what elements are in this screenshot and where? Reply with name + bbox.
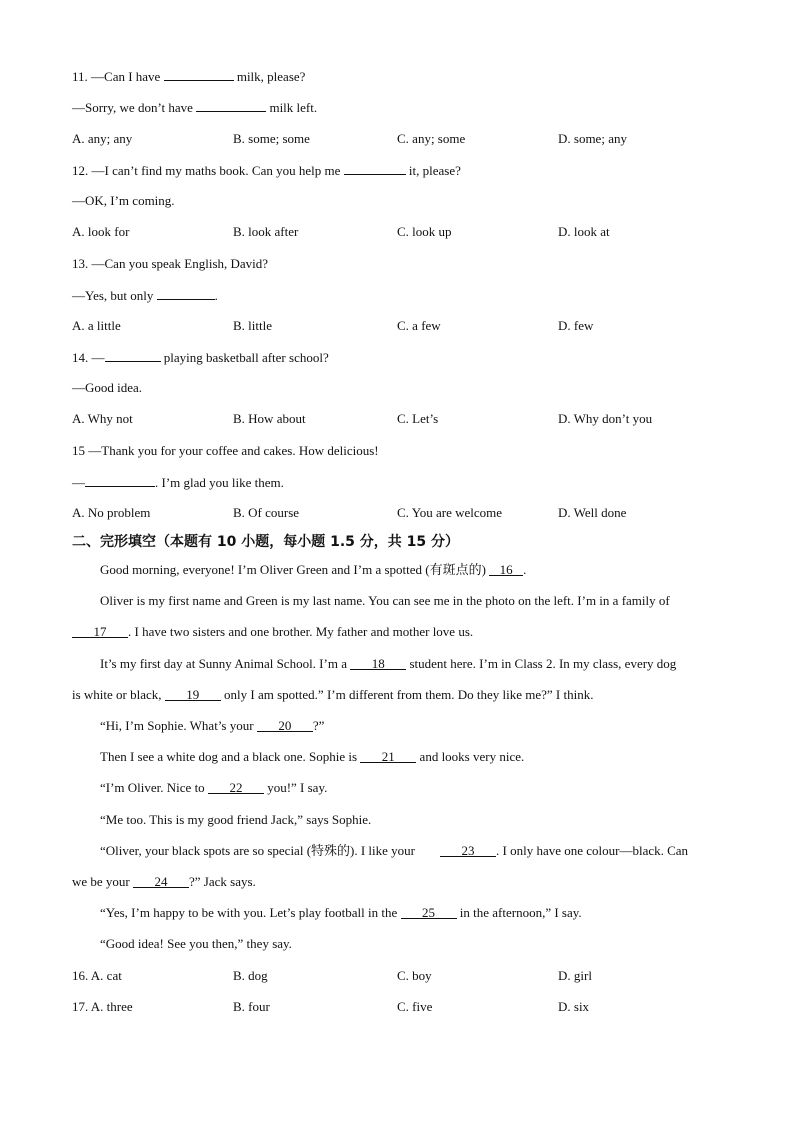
option-b[interactable]: B. dog bbox=[233, 968, 268, 983]
blank bbox=[105, 349, 161, 362]
q14-line2: —Good idea. bbox=[72, 380, 143, 395]
passage-text: “Oliver, your black spots are so special (特殊的). I like your bbox=[100, 843, 416, 858]
option-a[interactable]: A. any; any bbox=[72, 131, 133, 146]
passage-text: only I am spotted.” I’m different from them. Do they like me?” I think. bbox=[220, 687, 594, 702]
q13-line2 bbox=[72, 287, 722, 304]
option-c[interactable]: C. a few bbox=[397, 318, 441, 333]
passage-text: Good morning, everyone! I’m Oliver Green and I’m a spotted (有斑点的) bbox=[100, 562, 490, 577]
passage-text: “Hi, I’m Sophie. What’s your bbox=[100, 718, 257, 733]
q11-line2 bbox=[72, 99, 722, 116]
q12-text: 12. —I can’t find my maths book. Can you help me bbox=[72, 163, 344, 178]
blank-21[interactable]: 21 bbox=[360, 750, 416, 763]
q11-text: milk, please? bbox=[233, 69, 306, 84]
option-b[interactable]: B. four bbox=[233, 999, 270, 1014]
blank bbox=[196, 99, 266, 112]
option-d[interactable]: D. few bbox=[558, 318, 594, 333]
q15-line2 bbox=[72, 474, 722, 491]
passage-text: Then I see a white dog and a black one. Sophie is bbox=[100, 749, 361, 764]
passage-text: . bbox=[523, 562, 527, 577]
option-c[interactable]: C. You are welcome bbox=[397, 505, 503, 520]
section-heading: 二、完形填空（本题有 10 小题，每小题 1.5 分，共 15 分） bbox=[72, 534, 460, 550]
passage-line-blank23 bbox=[440, 843, 722, 859]
passage-text: . I have two sisters and one brother. My father and mother love us. bbox=[128, 624, 474, 639]
q11-line1 bbox=[72, 68, 722, 85]
q15-line1: 15 —Thank you for your coffee and cakes. How delicious! bbox=[72, 443, 379, 458]
option-d[interactable]: D. Well done bbox=[558, 505, 627, 520]
option-d[interactable]: D. look at bbox=[558, 224, 610, 239]
option-b[interactable]: B. Of course bbox=[233, 505, 300, 520]
blank-25[interactable]: 25 bbox=[401, 906, 457, 919]
option-c[interactable]: C. five bbox=[397, 999, 433, 1014]
passage-text: and looks very nice. bbox=[416, 749, 525, 764]
passage-line bbox=[100, 905, 722, 921]
option-b[interactable]: B. look after bbox=[233, 224, 299, 239]
blank-19[interactable]: 19 bbox=[165, 688, 221, 701]
blank bbox=[85, 474, 155, 487]
passage-text: It’s my first day at Sunny Animal School. I’m a bbox=[100, 656, 351, 671]
passage-line bbox=[100, 749, 722, 765]
option-c[interactable]: C. look up bbox=[397, 224, 452, 239]
option-b[interactable]: B. How about bbox=[233, 411, 306, 426]
q14-text: playing basketball after school? bbox=[160, 350, 329, 365]
option-c[interactable]: C. Let’s bbox=[397, 411, 439, 426]
option-a[interactable]: 17. A. three bbox=[72, 999, 133, 1014]
passage-text: ?” bbox=[312, 718, 325, 733]
q11-text: —Sorry, we don’t have bbox=[72, 100, 197, 115]
q12-line2: —OK, I’m coming. bbox=[72, 193, 175, 208]
passage-text: student here. I’m in Class 2. In my class, every dog bbox=[406, 656, 677, 671]
blank bbox=[344, 162, 406, 175]
passage-text: “Yes, I’m happy to be with you. Let’s play football in the bbox=[100, 905, 401, 920]
passage-line bbox=[100, 718, 722, 734]
q13-text: —Yes, but only bbox=[72, 288, 157, 303]
option-a[interactable]: 16. A. cat bbox=[72, 968, 122, 983]
passage-line bbox=[100, 656, 722, 672]
q15-text: — bbox=[72, 475, 85, 490]
blank-24[interactable]: 24 bbox=[133, 875, 189, 888]
passage-line bbox=[72, 687, 722, 703]
blank-22[interactable]: 22 bbox=[208, 781, 264, 794]
option-a[interactable]: A. Why not bbox=[72, 411, 133, 426]
blank-17[interactable]: 17 bbox=[72, 625, 128, 638]
blank bbox=[157, 287, 215, 300]
option-d[interactable]: D. some; any bbox=[558, 131, 627, 146]
q12-line1 bbox=[72, 162, 722, 179]
q11-text: 11. —Can I have bbox=[72, 69, 164, 84]
q15-text: . I’m glad you like them. bbox=[155, 475, 284, 490]
passage-line bbox=[72, 624, 722, 640]
option-d[interactable]: D. Why don’t you bbox=[558, 411, 653, 426]
option-b[interactable]: B. some; some bbox=[233, 131, 310, 146]
passage-text: . I only have one colour—black. Can bbox=[496, 843, 689, 858]
passage-text: we be your bbox=[72, 874, 134, 889]
blank-16[interactable]: 16 bbox=[489, 563, 523, 576]
blank-18[interactable]: 18 bbox=[350, 657, 406, 670]
option-b[interactable]: B. little bbox=[233, 318, 272, 333]
passage-text: “I’m Oliver. Nice to bbox=[100, 780, 208, 795]
passage-text: ?” Jack says. bbox=[189, 874, 256, 889]
passage-text: is white or black, bbox=[72, 687, 165, 702]
passage-text: in the afternoon,” I say. bbox=[456, 905, 582, 920]
blank-20[interactable]: 20 bbox=[257, 719, 313, 732]
blank bbox=[164, 68, 234, 81]
option-c[interactable]: C. boy bbox=[397, 968, 432, 983]
q13-text: . bbox=[214, 288, 218, 303]
blank-23[interactable]: 23 bbox=[440, 844, 496, 857]
passage-line: “Me too. This is my good friend Jack,” says Sophie. bbox=[100, 812, 372, 827]
passage-line bbox=[72, 874, 722, 890]
option-c[interactable]: C. any; some bbox=[397, 131, 466, 146]
option-a[interactable]: A. No problem bbox=[72, 505, 151, 520]
option-d[interactable]: D. six bbox=[558, 999, 590, 1014]
passage-line bbox=[100, 780, 722, 796]
passage-text: you!” I say. bbox=[263, 780, 328, 795]
passage-line bbox=[100, 562, 722, 578]
option-a[interactable]: A. look for bbox=[72, 224, 130, 239]
q12-text: it, please? bbox=[405, 163, 461, 178]
q14-text: 14. — bbox=[72, 350, 105, 365]
passage-line: Oliver is my first name and Green is my last name. You can see me in the photo on the left. I’m in a family of bbox=[100, 593, 670, 608]
passage-line: “Good idea! See you then,” they say. bbox=[100, 936, 292, 951]
option-a[interactable]: A. a little bbox=[72, 318, 121, 333]
q11-text: milk left. bbox=[266, 100, 318, 115]
option-d[interactable]: D. girl bbox=[558, 968, 592, 983]
q13-line1: 13. —Can you speak English, David? bbox=[72, 256, 269, 271]
q14-line1 bbox=[72, 349, 722, 366]
